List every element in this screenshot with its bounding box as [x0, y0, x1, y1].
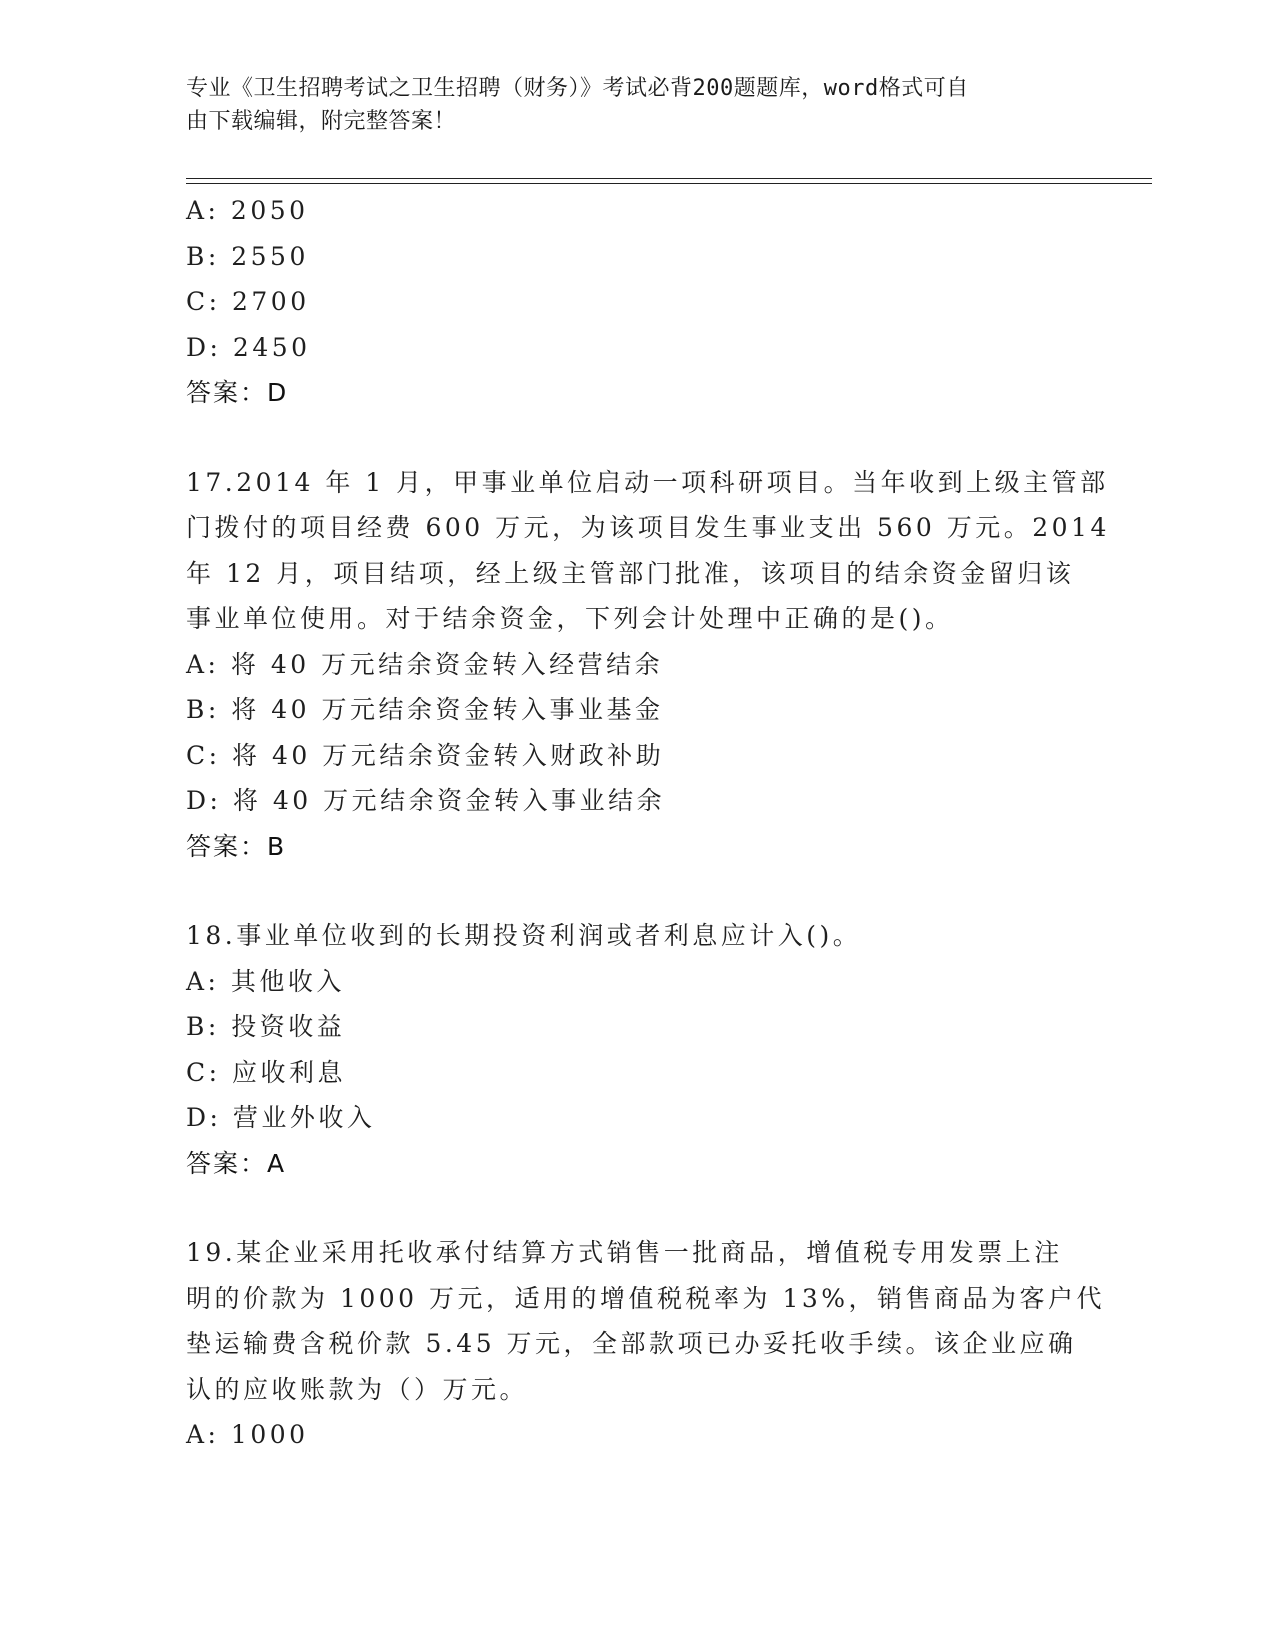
option-d: D: 2450: [186, 332, 311, 362]
option-d: D: 营业外收入: [186, 1103, 376, 1132]
document-header: [186, 72, 1066, 138]
answer: 答案：B: [186, 831, 287, 861]
header-line-2: 由下载编辑，附完整答案！: [186, 109, 457, 134]
spacer: [186, 869, 1086, 913]
question-17: [186, 460, 1110, 870]
option-c: C: 2700: [186, 287, 310, 316]
option-a: A: 其他收入: [186, 966, 345, 996]
option-c: C: 应收利息: [186, 1057, 346, 1087]
answer: 答案：D: [186, 378, 289, 407]
question-stem-line: 认的应收账款为（）万元。: [186, 1374, 529, 1404]
question-list: [186, 188, 1110, 1458]
question-stem-line: 年 12 月，项目结项，经上级主管部门批准，该项目的结余资金留归该: [186, 558, 1075, 588]
question-stem-line: 17.2014 年 1 月，甲事业单位启动一项科研项目。当年收到上级主管部: [186, 467, 1109, 497]
question-stem-line: 事业单位使用。对于结余资金，下列会计处理中正确的是()。: [186, 604, 954, 633]
question-18: [186, 913, 1086, 1186]
question-stem-line: 明的价款为 1000 万元，适用的增值税税率为 13%，销售商品为客户代: [186, 1283, 1106, 1313]
question-stem-line: 18.事业单位收到的长期投资利润或者利息应计入()。: [186, 921, 862, 950]
option-a: A: 1000: [186, 1420, 309, 1449]
option-a: A: 2050: [186, 196, 309, 225]
option-b: B: 将 40 万元结余资金转入事业基金: [186, 695, 664, 724]
spacer: [186, 416, 1086, 460]
question-19: [186, 1230, 1106, 1458]
question-stem-line: 垫运输费含税价款 5.45 万元，全部款项已办妥托收手续。该企业应确: [186, 1329, 1077, 1358]
header-line-1: 专业《卫生招聘考试之卫生招聘（财务）》考试必背200题题库，word格式可自: [186, 76, 969, 101]
header-divider-top: [186, 178, 1152, 179]
option-b: B: 2550: [186, 241, 309, 271]
answer: 答案：A: [186, 1148, 287, 1178]
option-b: B: 投资收益: [186, 1012, 346, 1041]
question-stem-line: 门拨付的项目经费 600 万元，为该项目发生事业支出 560 万元。2014: [186, 513, 1110, 542]
option-d: D: 将 40 万元结余资金转入事业结余: [186, 786, 666, 815]
header-divider-bottom: [186, 183, 1152, 184]
spacer: [186, 1186, 1086, 1230]
question-stem-line: 19.某企业采用托收承付结算方式销售一批商品，增值税专用发票上注: [186, 1238, 1063, 1267]
question-16: [186, 188, 1086, 416]
option-a: A: 将 40 万元结余资金转入经营结余: [186, 649, 664, 679]
option-c: C: 将 40 万元结余资金转入财政补助: [186, 740, 665, 770]
